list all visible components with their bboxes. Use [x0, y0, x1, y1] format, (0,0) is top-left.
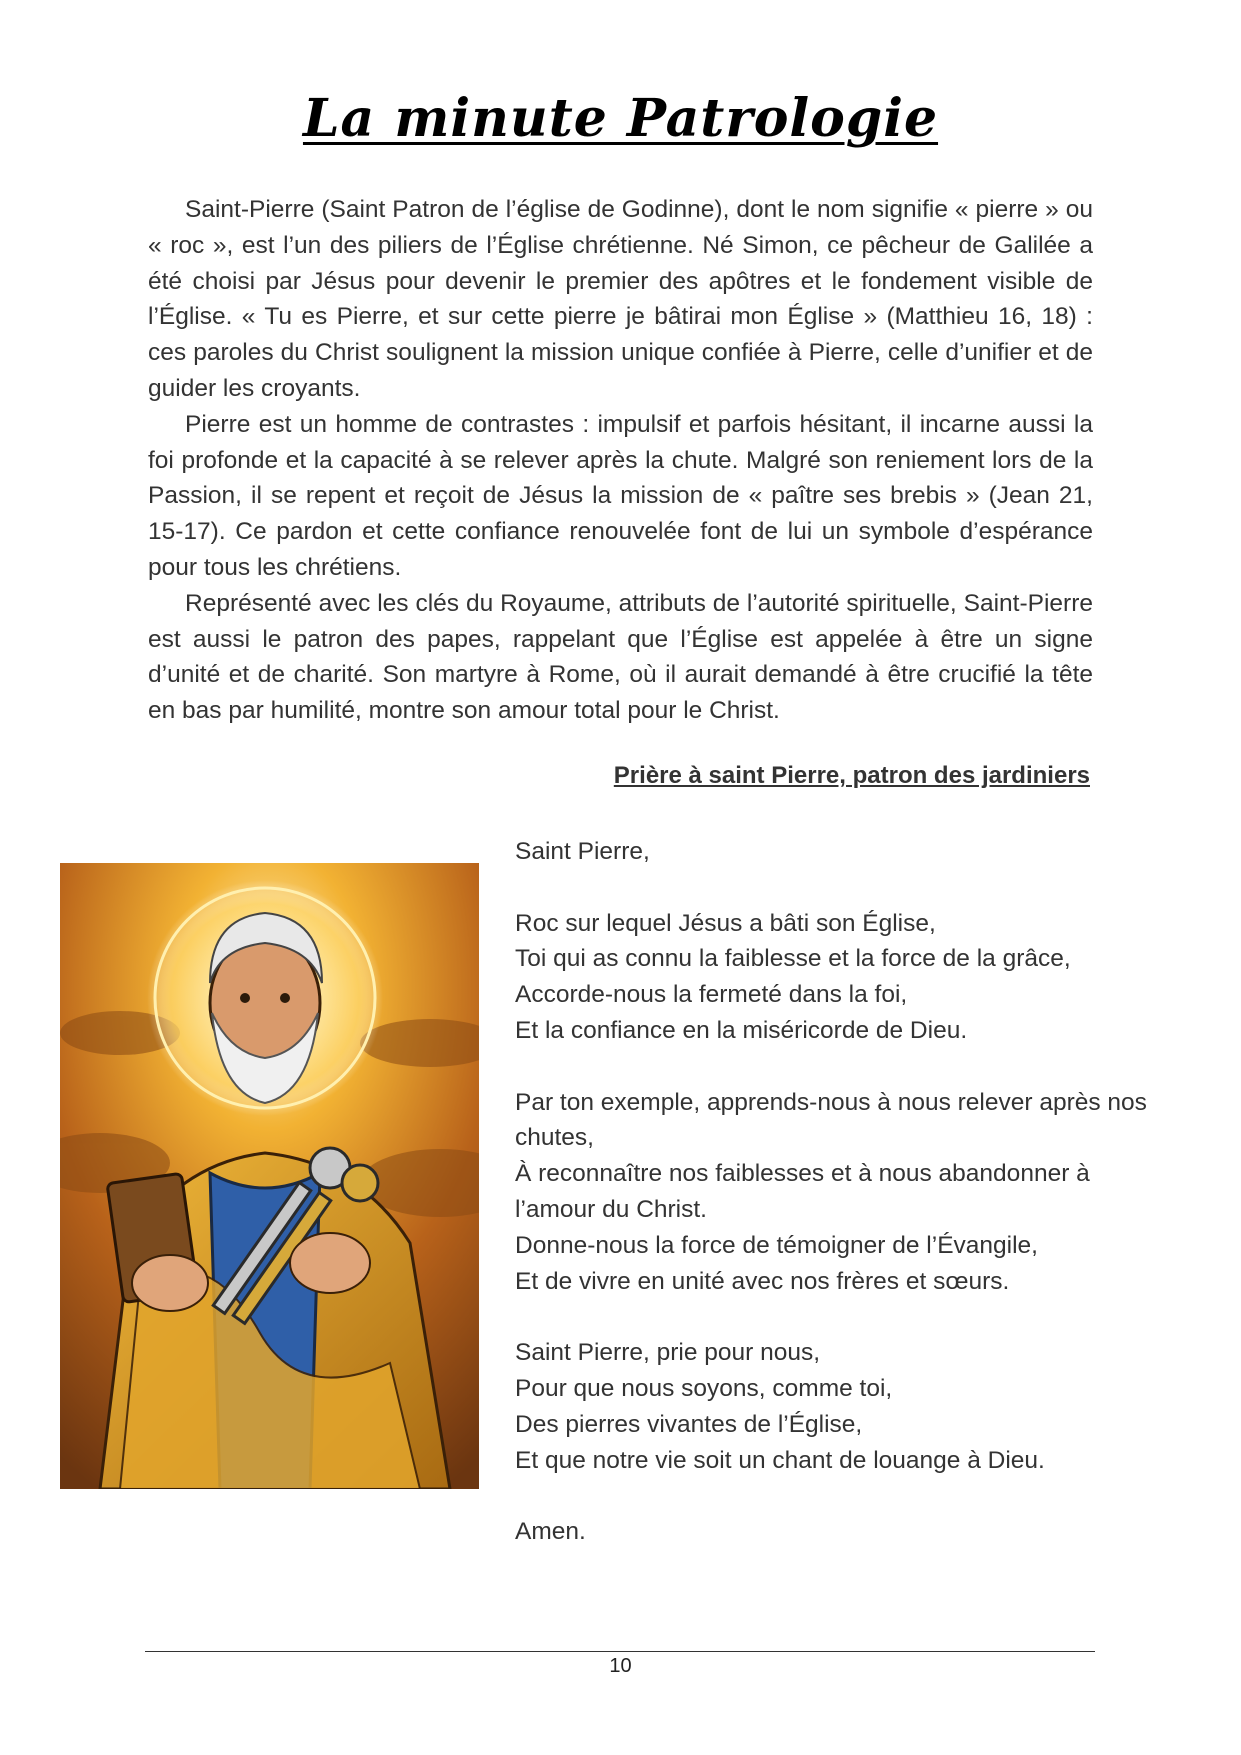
prayer-line: Saint Pierre, prie pour nous, — [515, 1339, 821, 1367]
prayer-line: Accorde-nous la fermeté dans la foi, — [515, 981, 908, 1009]
prayer-line: Amen. — [515, 1518, 586, 1546]
prayer-stanza — [515, 906, 1150, 1049]
prayer-line: Pour que nous soyons, comme toi, — [515, 1374, 893, 1402]
prayer-line: Saint Pierre, — [515, 838, 650, 865]
prayer-line: Par ton exemple, apprends-nous à nous relever après nos chutes, — [515, 1088, 1147, 1152]
intro-text — [148, 192, 1093, 729]
saint-pierre-illustration — [60, 863, 479, 1489]
prayer-stanza — [515, 1514, 1150, 1550]
prayer-line: Des pierres vivantes de l’Église, — [515, 1410, 863, 1438]
prayer-line: Et de vivre en unité avec nos frères et sœurs. — [515, 1267, 1010, 1295]
intro-paragraph: Représenté avec les clés du Royaume, attributs de l’autorité spirituelle, Saint-Pierre est aussi le patron des papes, rappelant que l’Église est appelée à être un signe d’unité et de charité. Son martyre à Rome, où il aurait demandé à être crucifié la tête en bas par humilité, montre son amour total pour le Christ. — [148, 589, 1093, 725]
footer-divider — [145, 1651, 1095, 1652]
prayer-stanza — [515, 834, 1150, 870]
prayer-line: Roc sur lequel Jésus a bâti son Église, — [515, 909, 936, 937]
prayer-stanza — [515, 1085, 1150, 1300]
prayer-line: Toi qui as connu la faiblesse et la force de la grâce, — [515, 945, 1071, 973]
prayer-stanza — [515, 1335, 1150, 1478]
page-number: 10 — [609, 1655, 632, 1677]
intro-paragraph: Saint-Pierre (Saint Patron de l’église de Godinne), dont le nom signifie « pierre » ou « roc », est l’un des piliers de l’Église chrétienne. Né Simon, ce pêcheur de Galilée a été choisi par Jésus pour devenir le premier des apôtres et le fondement visible de l’Église. « Tu es Pierre, et sur cette pierre je bâtirai mon Église » (Matthieu 16, 18) : ces paroles du Christ soulignent la mission unique confiée à Pierre, celle d’unifier et de guider les croyants. — [148, 196, 1093, 402]
prayer-line: Et la confiance en la miséricorde de Dieu. — [515, 1016, 968, 1044]
prayer-line: Et que notre vie soit un chant de louange à Dieu. — [515, 1446, 1045, 1474]
prayer-line: Donne-nous la force de témoigner de l’Évangile, — [515, 1231, 1038, 1259]
prayer-text — [515, 834, 1150, 1586]
intro-paragraph: Pierre est un homme de contrastes : impulsif et parfois hésitant, il incarne aussi la foi profonde et la capacité à se relever après la chute. Malgré son reniement lors de la Passion, il se repent et reçoit de Jésus la mission de « paître ses brebis » (Jean 21, 15-17). Ce pardon et cette confiance renouvelée font de lui un symbole d’espérance pour tous les chrétiens. — [148, 410, 1093, 581]
prayer-title: Prière à saint Pierre, patron des jardiniers — [613, 762, 1090, 789]
page-title: La minute Patrologie — [302, 88, 939, 149]
prayer-line: À reconnaître nos faiblesses et à nous abandonner à l’amour du Christ. — [515, 1160, 1090, 1223]
